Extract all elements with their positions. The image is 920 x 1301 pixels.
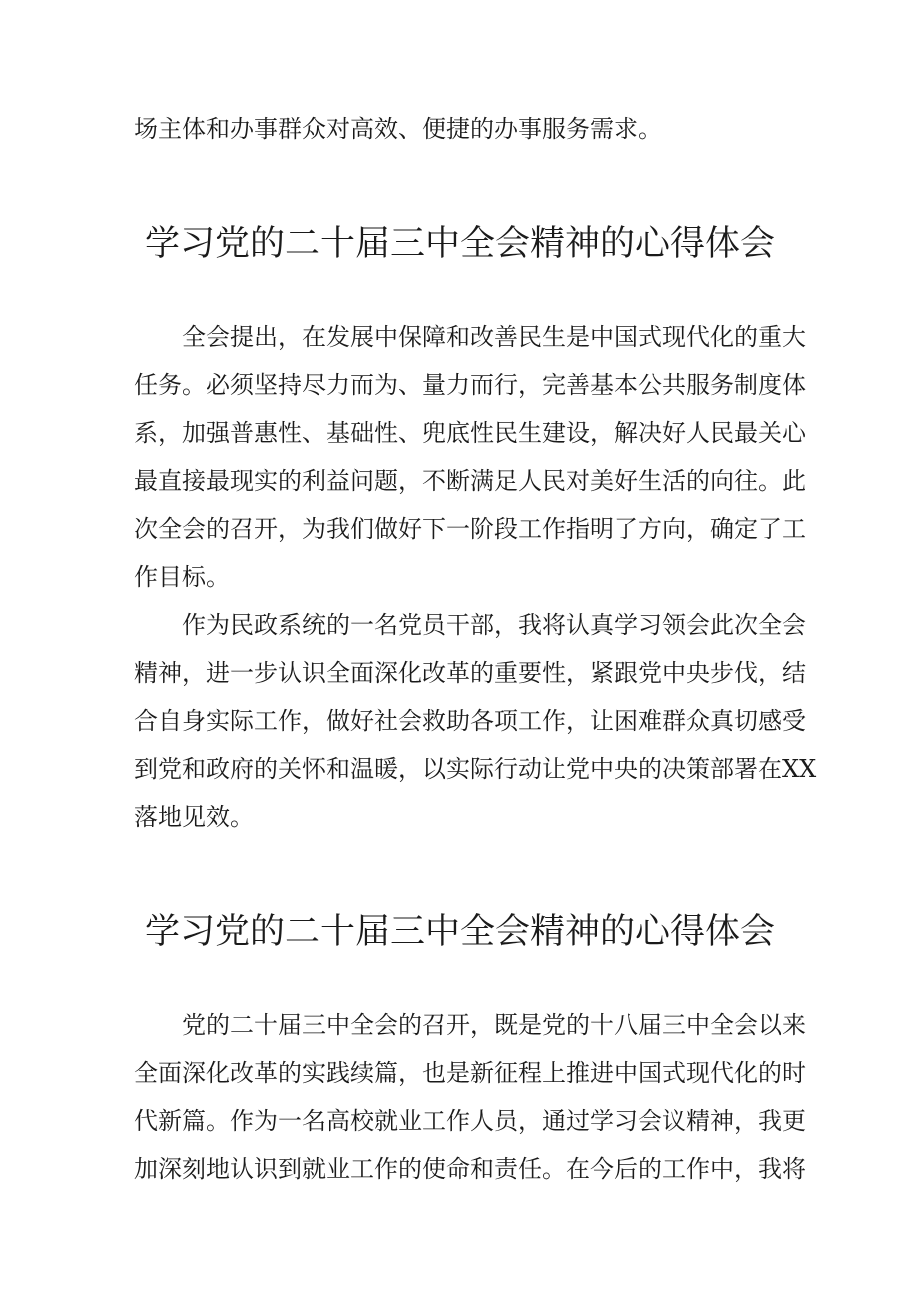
paragraph-line: 全会提出，在发展中保障和改善民生是中国式现代化的重大 — [182, 323, 806, 351]
paragraph-line: 最直接最现实的利益问题，不断满足人民对美好生活的向往。此 — [134, 467, 806, 495]
section-2-title: 学习党的二十届三中全会精神的心得体会 — [144, 912, 775, 952]
paragraph-line: 全面深化改革的实践续篇，也是新征程上推进中国式现代化的时 — [134, 1059, 806, 1087]
paragraph-line: 合自身实际工作，做好社会救助各项工作，让困难群众真切感受 — [134, 707, 806, 735]
paragraph-line: 系，加强普惠性、基础性、兜底性民生建设，解决好人民最关心 — [134, 419, 806, 447]
paragraph-line: 次全会的召开，为我们做好下一阶段工作指明了方向，确定了工 — [134, 515, 806, 543]
paragraph-line-intro-tail: 场主体和办事群众对高效、便捷的办事服务需求。 — [134, 115, 662, 143]
paragraph-line: 落地见效。 — [134, 803, 254, 831]
paragraph-line: 加深刻地认识到就业工作的使命和责任。在今后的工作中，我将 — [134, 1155, 806, 1183]
paragraph-line: 代新篇。作为一名高校就业工作人员，通过学习会议精神，我更 — [134, 1107, 806, 1135]
paragraph-line: 作目标。 — [134, 563, 230, 591]
paragraph-line: 任务。必须坚持尽力而为、量力而行，完善基本公共服务制度体 — [134, 371, 806, 399]
paragraph-line: 精神，进一步认识全面深化改革的重要性，紧跟党中央步伐，结 — [134, 659, 806, 687]
paragraph-line: 党的二十届三中全会的召开，既是党的十八届三中全会以来 — [182, 1011, 806, 1039]
paragraph-line: 作为民政系统的一名党员干部，我将认真学习领会此次全会 — [182, 611, 806, 639]
paragraph-line: 到党和政府的关怀和温暖，以实际行动让党中央的决策部署在XX — [134, 755, 817, 783]
section-1-title: 学习党的二十届三中全会精神的心得体会 — [144, 224, 775, 264]
